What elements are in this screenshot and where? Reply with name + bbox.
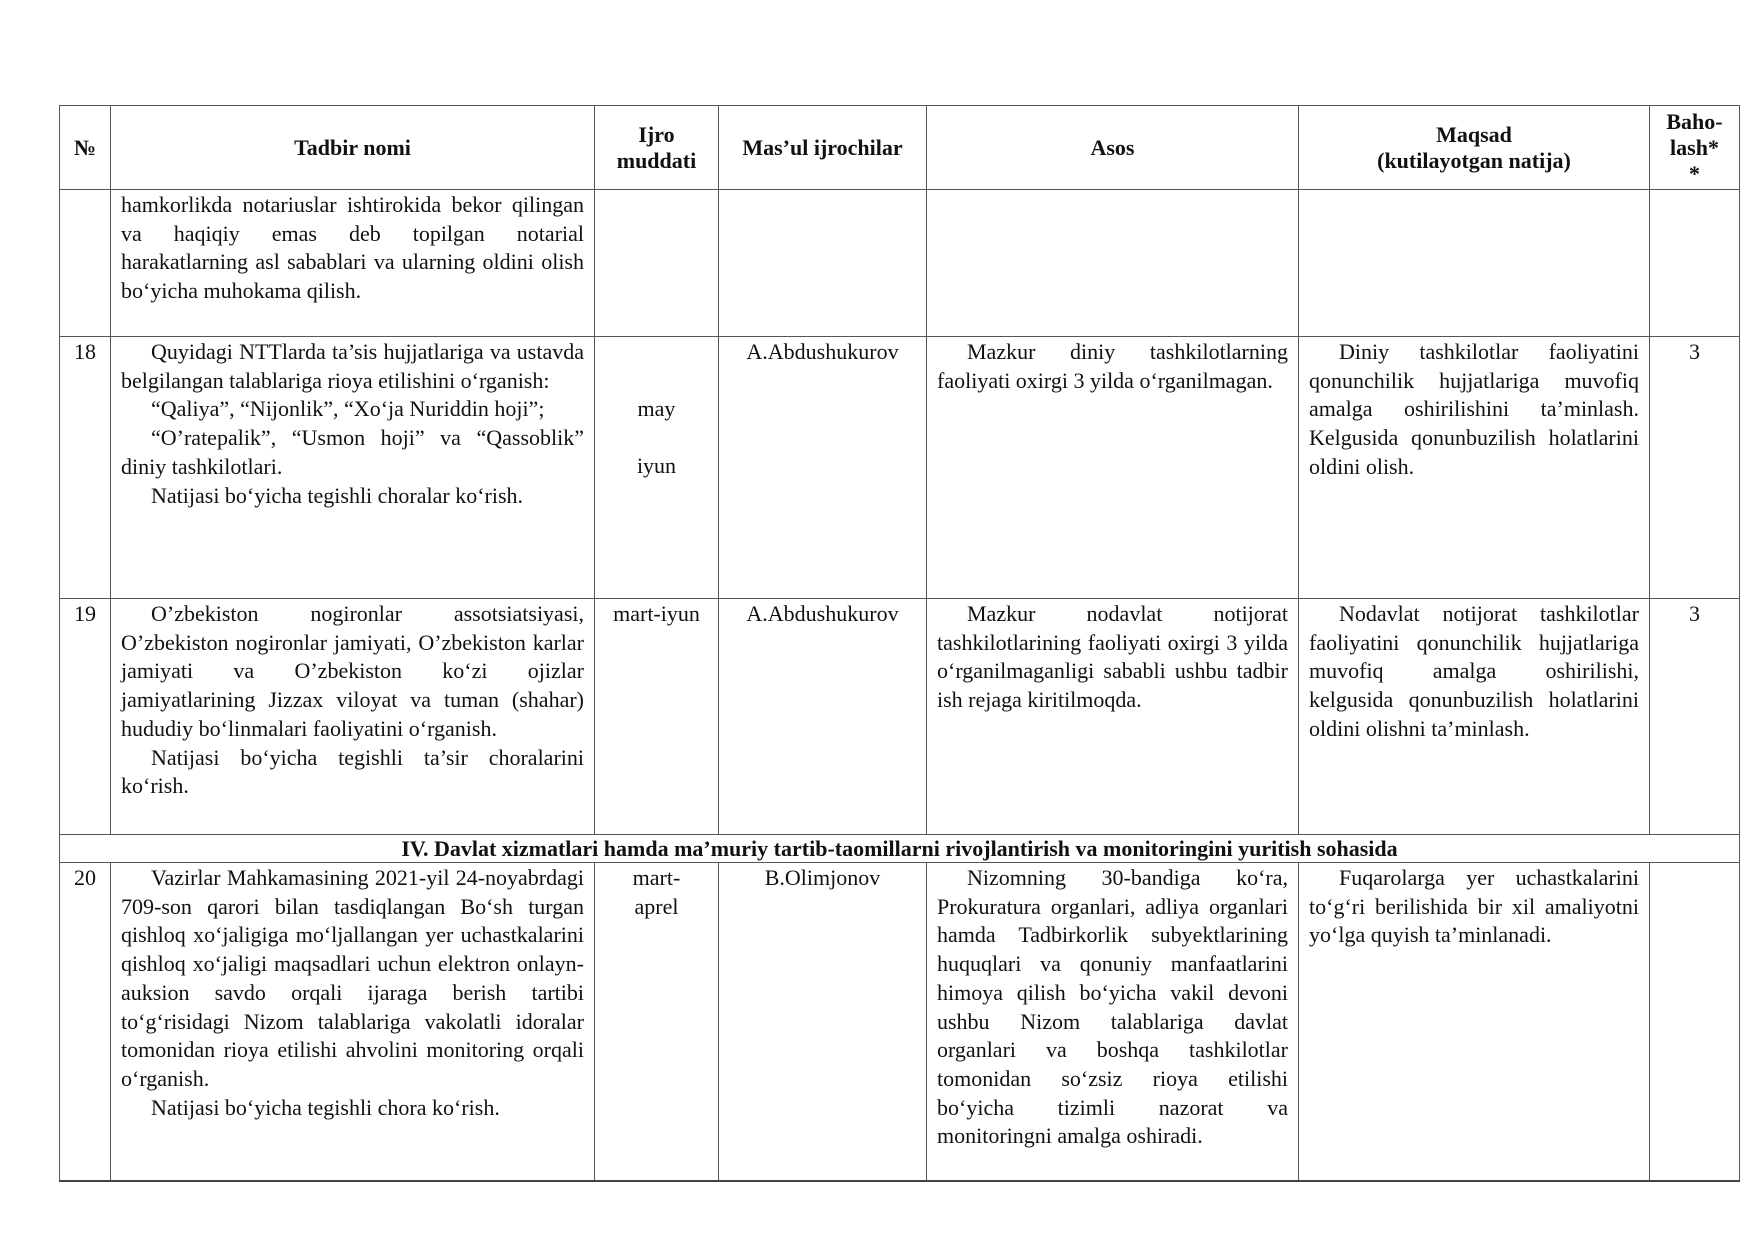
cell-name-paragraph: Natijasi bo‘yicha tegishli chora ko‘rish. xyxy=(151,1094,500,1120)
table-row xyxy=(60,863,1740,1182)
cell-name-paragraph: Vazirlar Mahkamasining 2021-yil 24-noyabrdagi 709-son qarori bilan tasdiqlangan Bo‘sh turgan qishloq xo‘jaligiga mo‘ljallangan yer uchastkalarini qishloq xo‘jaligi maqsadlari uchun elektron onlayn-auksion savdo orqali ijaraga berish tartibi to‘g‘risidagi Nizom talablariga vakolatli idoralar tomonidan rioya etilishi ahvolini monitoring orqali o‘rganish. xyxy=(121,865,584,1091)
cell-deadline xyxy=(595,863,719,1182)
cell-goal xyxy=(1299,190,1650,337)
cell-rating xyxy=(1650,190,1740,337)
header-goal-line1: Maqsad xyxy=(1436,121,1512,147)
cell-responsible: B.Olimjonov xyxy=(719,863,927,1182)
header-deadline-line1: Ijro xyxy=(638,121,675,147)
cell-name-paragraph: O’zbekiston nogironlar assotsiatsiyasi, O’zbekiston nogironlar jamiyati, O’zbekiston karlar jamiyati va O’zbekiston ko‘zi ojizlar jamiyatlarining Jizzax viloyat va tuman (shahar) hududiy bo‘linmalari faoliyatini o‘rganish. xyxy=(121,601,584,741)
header-goal xyxy=(1299,106,1650,190)
cell-rating: 3 xyxy=(1650,599,1740,835)
cell-rating: 3 xyxy=(1650,337,1740,599)
header-deadline xyxy=(595,106,719,190)
header-basis: Asos xyxy=(927,106,1299,190)
cell-name-paragraph: Natijasi bo‘yicha tegishli ta’sir choralarini ko‘rish. xyxy=(121,744,584,799)
header-rating-line3: * xyxy=(1689,160,1700,186)
table-row-continuation xyxy=(60,190,1740,337)
header-rating-line2: lash* xyxy=(1670,134,1719,160)
cell-goal-text: Diniy tashkilotlar faoliyatini qonunchilik hujjatlariga muvofiq amalga oshirilishini ta’minlash. Kelgusida qonunbuzilish holatlarini oldini olish. xyxy=(1309,339,1639,479)
cell-goal xyxy=(1299,337,1650,599)
table-row xyxy=(60,337,1740,599)
header-rating-line1: Baho- xyxy=(1666,108,1723,134)
action-plan-table xyxy=(59,105,1740,1182)
cell-deadline xyxy=(595,337,719,599)
cell-name-text: hamkorlikda notariuslar ishtirokida bekor qilingan va haqiqiy emas deb topilgan notarial harakatlarning asl sabablari va ularning oldini olish bo‘yicha muhokama qilish. xyxy=(121,192,584,304)
table-header-row xyxy=(60,106,1740,190)
header-deadline-line2: muddati xyxy=(616,147,697,173)
cell-name xyxy=(111,190,595,337)
cell-goal xyxy=(1299,863,1650,1182)
cell-responsible: A.Abdushukurov xyxy=(719,599,927,835)
header-num: № xyxy=(60,106,111,190)
cell-responsible xyxy=(719,190,927,337)
header-responsible: Mas’ul ijrochilar xyxy=(719,106,927,190)
cell-rating xyxy=(1650,863,1740,1182)
cell-num: 18 xyxy=(60,337,111,599)
cell-basis xyxy=(927,190,1299,337)
cell-basis xyxy=(927,599,1299,835)
cell-name xyxy=(111,337,595,599)
header-goal-line2: (kutilayotgan natija) xyxy=(1377,147,1571,173)
header-name: Tadbir nomi xyxy=(111,106,595,190)
cell-name xyxy=(111,599,595,835)
cell-name-paragraph: Natijasi bo‘yicha tegishli choralar ko‘rish. xyxy=(151,482,524,508)
cell-basis xyxy=(927,863,1299,1182)
cell-name-paragraph: “Qaliya”, “Nijonlik”, “Xo‘ja Nuriddin hoji”; xyxy=(151,396,545,422)
cell-goal-text: Nodavlat notijorat tashkilotlar faoliyatini qonunchilik hujjatlariga muvofiq amalga oshirilishi, kelgusida qonunbuzilish holatlarini oldini olishni ta’minlash. xyxy=(1309,601,1639,741)
table-row xyxy=(60,599,1740,835)
deadline-end: aprel xyxy=(634,893,679,919)
section-header-row xyxy=(60,835,1740,863)
cell-name-paragraph: Quyidagi NTTlarda ta’sis hujjatlariga va ustavda belgilangan talablariga rioya etilishini o‘rganish: xyxy=(121,339,584,393)
cell-basis xyxy=(927,337,1299,599)
deadline-end: iyun xyxy=(636,453,677,478)
cell-responsible: A.Abdushukurov xyxy=(719,337,927,599)
cell-num: 19 xyxy=(60,599,111,835)
cell-deadline xyxy=(595,190,719,337)
section-title: IV. Davlat xizmatlari hamda ma’muriy tartib-taomillarni rivojlantirish va monitoringini yuritish sohasida xyxy=(60,835,1740,863)
cell-name-paragraph: “O’ratepalik”, “Usmon hoji” va “Qassoblik” diniy tashkilotlari. xyxy=(121,425,584,479)
header-rating xyxy=(1650,106,1740,190)
cell-basis-text: Nizomning 30-bandiga ko‘ra, Prokuratura organlari, adliya organlari hamda Tadbirkorlik subyektlarining huquqlari va qonuniy manfaatlarini himoya qilish bo‘yicha vakil devoni ushbu Nizom talablariga davlat organlari va boshqa tashkilotlar tomonidan so‘zsiz rioya etilishi bo‘yicha tizimli nazorat va monitoringni amalga oshiradi. xyxy=(937,865,1288,1149)
deadline-start: may xyxy=(637,396,676,421)
cell-goal xyxy=(1299,599,1650,835)
deadline-start: mart- xyxy=(632,865,681,890)
cell-name xyxy=(111,863,595,1182)
cell-basis-text: Mazkur diniy tashkilotlarning faoliyati oxirgi 3 yilda o‘rganilmagan. xyxy=(937,339,1288,393)
cell-num: 20 xyxy=(60,863,111,1182)
cell-basis-text: Mazkur nodavlat notijorat tashkilotlarining faoliyati oxirgi 3 yilda o‘rganilmaganligi sababli ushbu tadbir ish rejaga kiritilmoqda. xyxy=(937,601,1288,713)
cell-num xyxy=(60,190,111,337)
cell-deadline: mart-iyun xyxy=(595,599,719,835)
cell-goal-text: Fuqarolarga yer uchastkalarini to‘g‘ri berilishida bir xil amaliyotni yo‘lga quyish ta’minlanadi. xyxy=(1309,865,1639,948)
